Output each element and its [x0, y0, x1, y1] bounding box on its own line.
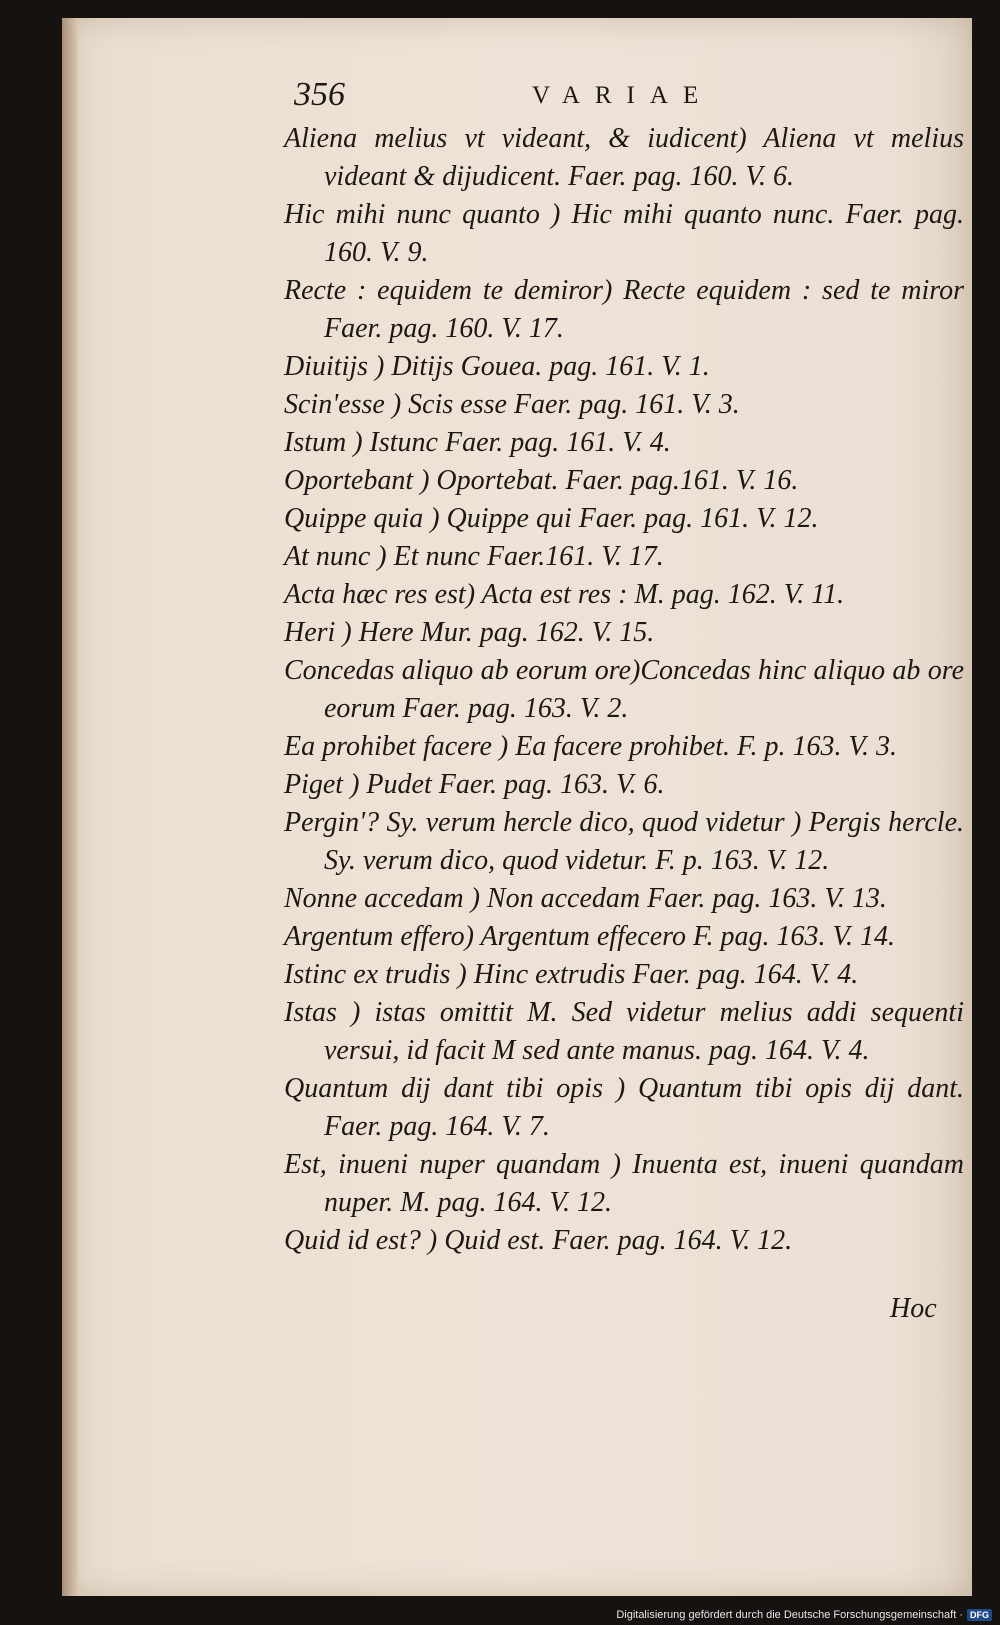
variant-entry: Concedas aliquo ab eorum ore)Concedas hinc aliquo ab ore eorum Faer. pag. 163. V. 2.	[284, 655, 964, 724]
variant-entry: Argentum effero) Argentum effecero F. pag. 163. V. 14.	[284, 921, 895, 952]
variant-readings-list	[284, 120, 964, 1260]
variant-entry: Diuitijs ) Ditijs Gouea. pag. 161. V. 1.	[284, 351, 710, 382]
variant-entry: Ea prohibet facere ) Ea facere prohibet. F. p. 163. V. 3.	[284, 731, 898, 762]
variant-entry: Aliena melius vt videant, & iudicent) Aliena vt melius videant & dijudicent. Faer. pag. 160. V. 6.	[284, 123, 964, 192]
variant-entry: Nonne accedam ) Non accedam Faer. pag. 163. V. 13.	[284, 883, 887, 914]
variant-entry: At nunc ) Et nunc Faer.161. V. 17.	[284, 541, 664, 572]
variant-entry: Quippe quia ) Quippe qui Faer. pag. 161. V. 12.	[284, 503, 819, 534]
page-number: 356	[294, 76, 345, 113]
variant-entry: Est, inueni nuper quandam ) Inuenta est, inueni quandam nuper. M. pag. 164. V. 12.	[284, 1149, 964, 1218]
variant-entry: Oportebant ) Oportebat. Faer. pag.161. V. 16.	[284, 465, 799, 496]
page-header	[62, 76, 972, 116]
variant-entry: Piget ) Pudet Faer. pag. 163. V. 6.	[284, 769, 665, 800]
variant-entry: Acta hæc res est) Acta est res : M. pag. 162. V. 11.	[284, 579, 845, 610]
variant-entry: Istinc ex trudis ) Hinc extrudis Faer. pag. 164. V. 4.	[284, 959, 859, 990]
variant-entry: Heri ) Here Mur. pag. 162. V. 15.	[284, 617, 655, 648]
variant-entry: Pergin'? Sy. verum hercle dico, quod videtur ) Pergis hercle. Sy. verum dico, quod videtur. F. p. 163. V. 12.	[284, 807, 964, 876]
dfg-logo-icon: DFG	[967, 1609, 992, 1621]
variant-entry: Quantum dij dant tibi opis ) Quantum tibi opis dij dant. Faer. pag. 164. V. 7.	[284, 1073, 964, 1142]
running-head: VARIAE	[532, 82, 714, 109]
variant-entry: Scin'esse ) Scis esse Faer. pag. 161. V. 3.	[284, 389, 740, 420]
variant-entry: Istas ) istas omittit M. Sed videtur melius addi sequenti versui, id facit M sed ante manus. pag. 164. V. 4.	[284, 997, 964, 1066]
credit-text: Digitalisierung gefördert durch die Deutsche Forschungsgemeinschaft ·	[616, 1609, 963, 1621]
variant-entry: Quid id est? ) Quid est. Faer. pag. 164. V. 12.	[284, 1225, 793, 1256]
digitization-credit	[616, 1609, 992, 1621]
variant-entry: Istum ) Istunc Faer. pag. 161. V. 4.	[284, 427, 671, 458]
variant-entry: Recte : equidem te demiror) Recte equidem : sed te miror Faer. pag. 160. V. 17.	[284, 275, 964, 344]
book-page	[62, 18, 972, 1596]
variant-entry: Hic mihi nunc quanto ) Hic mihi quanto nunc. Faer. pag. 160. V. 9.	[284, 199, 964, 268]
page-binding	[62, 18, 78, 1596]
catchword: Hoc	[890, 1293, 937, 1324]
